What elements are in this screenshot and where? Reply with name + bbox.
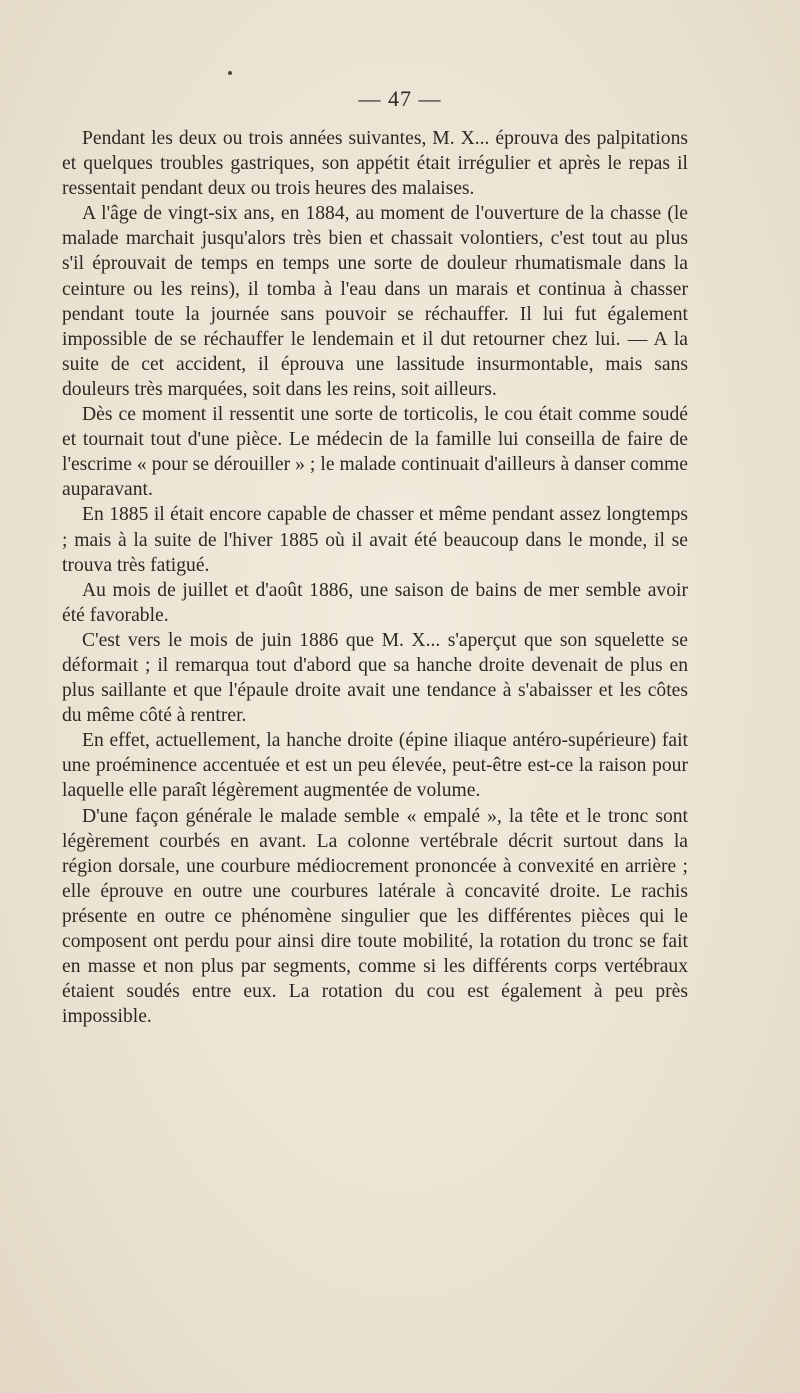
paragraph: Pendant les deux ou trois années suivantes, M. X... éprouva des palpitations et quelques troubles gastriques, son appétit était irrégulier et après le repas il ressentait pendant deux ou trois heures des malaises. <box>62 128 688 200</box>
paragraph: En effet, actuellement, la hanche droite (épine iliaque antéro-supérieure) fait une proéminence accentuée et est un peu élevée, peut-être est-ce la raison pour laquelle elle paraît légèrement augmentée de volume. <box>62 730 688 802</box>
paragraph: Dès ce moment il ressentit une sorte de torticolis, le cou était comme soudé et tournait tout d'une pièce. Le médecin de la famille lui conseilla de faire de l'escrime « pour se dérouiller » ; le malade continuait d'ailleurs à danser comme auparavant. <box>62 404 688 501</box>
paragraph: C'est vers le mois de juin 1886 que M. X... s'aperçut que son squelette se déformait ; il remarqua tout d'abord que sa hanche droite devenait de plus en plus saillante et que l'épaule droite avait une tendance à s'abaisser et les côtes du même côté à rentrer. <box>62 629 688 727</box>
paragraph: En 1885 il était encore capable de chasser et même pendant assez longtemps ; mais à la suite de l'hiver 1885 où il avait été beaucoup dans le monde, il se trouva très fatigué. <box>62 504 688 576</box>
page-number: — 47 — <box>358 86 442 111</box>
paragraph: A l'âge de vingt-six ans, en 1884, au moment de l'ouverture de la chasse (le malade marchait jusqu'alors très bien et chassait volontiers, c'est tout au plus s'il éprouvait de temps en temps une sorte de douleur rhumatismale dans la ceinture ou les reins), il tomba à l'eau dans un marais et continua à chasser pendant toute la journée sans pouvoir se réchauffer. Il lui fut également impossible de se réchauffer le lendemain et il dut retourner chez lui. — A la suite de cet accident, il éprouva une lassitude insurmontable, mais sans douleurs très marquées, soit dans les reins, soit ailleurs. <box>62 203 688 400</box>
paragraph: D'une façon générale le malade semble « empalé », la tête et le tronc sont légèrement courbés en avant. La colonne vertébrale décrit surtout dans la région dorsale, une courbure médiocrement prononcée à convexité en arrière ; elle éprouve en outre une courbures latérale à concavité droite. Le rachis présente en outre ce phénomène singulier que les différentes pièces qui le composent ont perdu pour ainsi dire toute mobilité, la rotation du tronc se fait en masse et non plus par segments, comme si les différents corps vertébraux étaient soudés entre eux. La rotation du cou est également à peu près impossible. <box>62 805 688 1028</box>
ink-speck <box>228 71 232 75</box>
paragraph: Au mois de juillet et d'août 1886, une saison de bains de mer semble avoir été favorable. <box>62 579 688 626</box>
body-text <box>62 126 688 1029</box>
